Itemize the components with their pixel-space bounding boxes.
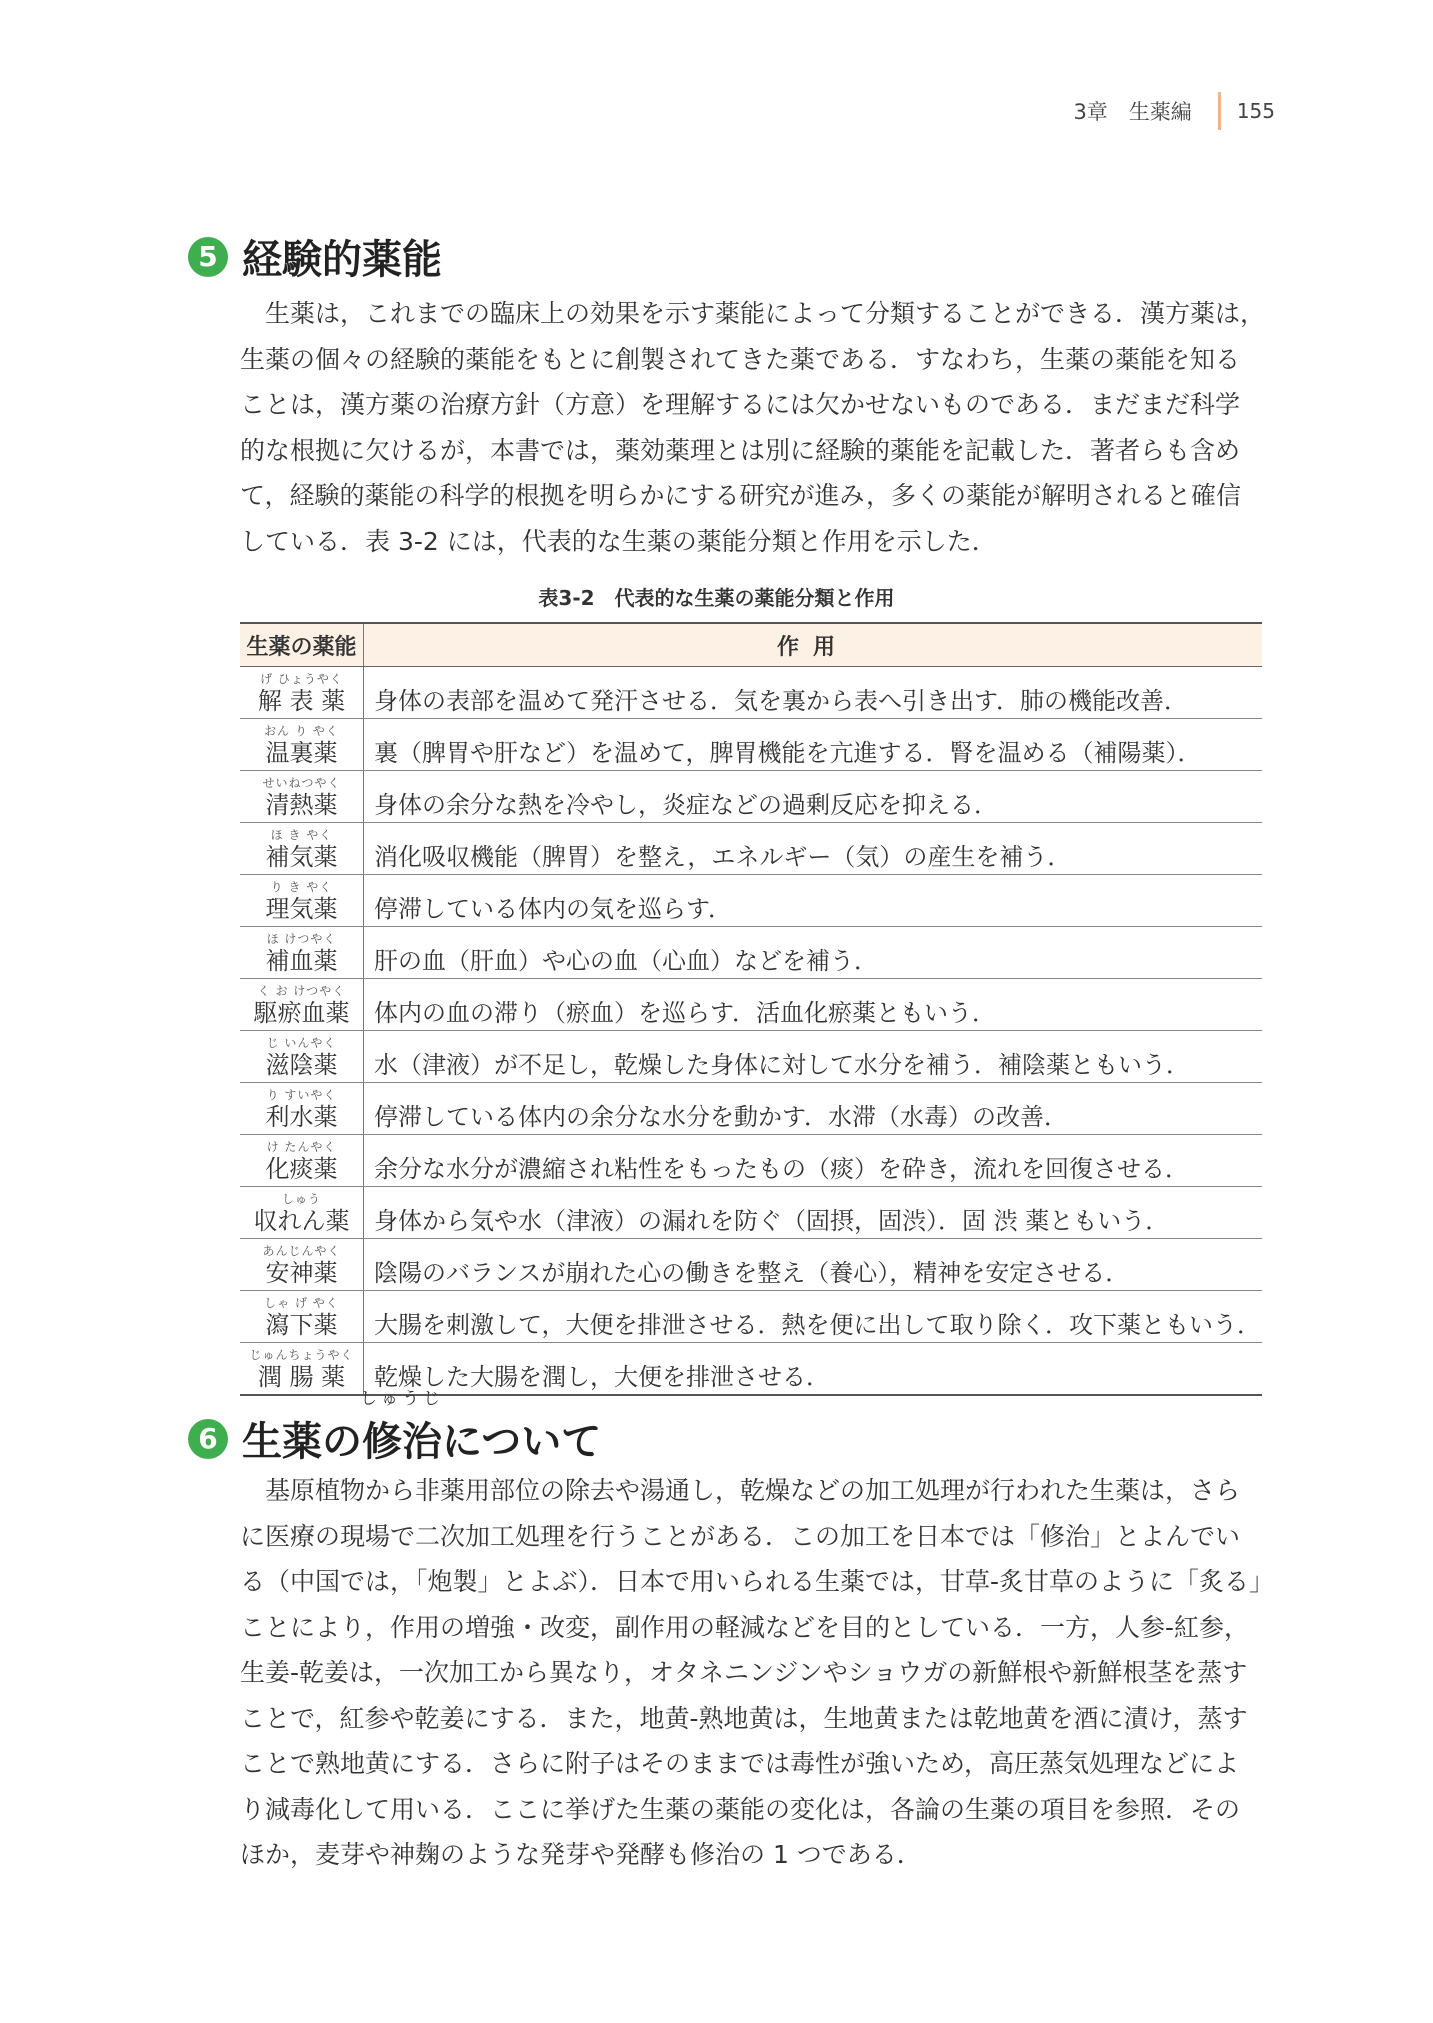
herb-class-reading: せいねつやく xyxy=(262,776,341,790)
herb-class-reading: おん り やく xyxy=(264,724,339,738)
herb-class-reading: け たんやく xyxy=(266,1140,337,1154)
herb-class-cell xyxy=(240,823,363,875)
section-5-heading xyxy=(188,228,442,285)
column-header-efficacy: 生薬の薬能 xyxy=(240,623,363,667)
table-row xyxy=(240,1291,1262,1343)
herb-class-name: 補気薬 xyxy=(265,843,338,871)
herb-class-cell xyxy=(240,1239,363,1291)
herb-class-cell xyxy=(240,1291,363,1343)
herb-class-cell xyxy=(240,1031,363,1083)
table-row xyxy=(240,667,1262,719)
paragraph-line: ことで，紅参や乾姜にする．また，地黄-熟地黄は，生地黄または乾地黄を酒に漬け，蒸す xyxy=(240,1703,1248,1733)
table-body xyxy=(240,667,1262,1396)
paragraph-line: 基原植物から非薬用部位の除去や湯通し，乾燥などの加工処理が行われた生薬は，さら xyxy=(265,1476,1241,1505)
herb-class-name: 瀉下薬 xyxy=(265,1311,338,1339)
herb-class-cell xyxy=(240,875,363,927)
herb-class-cell xyxy=(240,1187,363,1239)
paragraph-line: している．表 3-2 には，代表的な生薬の薬能分類と作用を示した． xyxy=(240,526,997,556)
herb-class-reading: ほ き やく xyxy=(270,828,333,842)
herb-action-cell: 乾燥した大腸を潤し，大便を排泄させる． xyxy=(363,1343,1262,1396)
column-header-action: 作用 xyxy=(363,623,1262,667)
table-row xyxy=(240,823,1262,875)
herb-class-reading: く お けつやく xyxy=(257,984,346,998)
paragraph-line: る（中国では，「炮製」とよぶ）．日本で用いられる生薬では，甘草-炙甘草のように「炙る」 xyxy=(240,1567,1275,1596)
paragraph-line: 生姜-乾姜は，一次加工から異なり，オタネニンジンやショウガの新鮮根や新鮮根茎を蒸す xyxy=(240,1658,1248,1687)
paragraph-line: り減毒化して用いる．ここに挙げた生薬の薬能の変化は，各論の生薬の項目を参照．その xyxy=(240,1794,1241,1824)
table-row xyxy=(240,719,1262,771)
herb-class-name: 収れん薬 xyxy=(253,1207,350,1235)
herb-action-cell: 身体の余分な熱を冷やし，炎症などの過剰反応を抑える． xyxy=(363,771,1262,823)
table-row xyxy=(240,1239,1262,1291)
herb-action-cell: 身体の表部を温めて発汗させる．気を裏から表へ引き出す．肺の機能改善． xyxy=(363,667,1262,719)
section-number-badge: 6 xyxy=(188,1419,228,1459)
herb-class-cell xyxy=(240,1083,363,1135)
table-row xyxy=(240,875,1262,927)
herb-class-name: 清熱薬 xyxy=(265,791,338,819)
table-header-row xyxy=(240,623,1262,667)
herb-class-reading: あんじんやく xyxy=(262,1244,341,1258)
section-6-heading xyxy=(188,1389,602,1467)
ruby-reading: しゅうじ xyxy=(360,1389,444,1409)
section-title-part: について xyxy=(442,1419,602,1465)
herb-class-name: 理気薬 xyxy=(265,895,338,923)
table-row xyxy=(240,1135,1262,1187)
herb-class-name: 補血薬 xyxy=(265,947,338,975)
herb-class-name: 安神薬 xyxy=(265,1259,338,1287)
herb-class-name: 温裏薬 xyxy=(265,739,338,767)
table-row xyxy=(240,927,1262,979)
herb-action-cell: 体内の血の滞り（瘀血）を巡らす．活血化瘀薬ともいう． xyxy=(363,979,1262,1031)
herb-class-name: 利水薬 xyxy=(265,1103,338,1131)
paragraph-line: に医療の現場で二次加工処理を行うことがある．この加工を日本では「修治」とよんでい xyxy=(240,1521,1241,1551)
table-row xyxy=(240,979,1262,1031)
paragraph-line: 生薬の個々の経験的薬能をもとに創製されてきた薬である．すなわち，生薬の薬能を知る xyxy=(240,344,1241,374)
running-head-divider xyxy=(1218,92,1221,130)
herb-class-cell xyxy=(240,667,363,719)
table-caption: 表3-2 代表的な生薬の薬能分類と作用 xyxy=(538,586,895,610)
page-number: 155 xyxy=(1236,99,1275,123)
herb-class-reading: ほ けつやく xyxy=(266,932,337,946)
paragraph-line: 生薬は，これまでの臨床上の効果を示す薬能によって分類することができる．漢方薬は， xyxy=(265,299,1266,328)
section-title-ruby xyxy=(360,1389,444,1467)
table-row xyxy=(240,1187,1262,1239)
section-6-paragraph xyxy=(240,1468,1275,1878)
herb-efficacy-table xyxy=(240,622,1262,1396)
herb-action-cell: 停滞している体内の気を巡らす． xyxy=(363,875,1262,927)
herb-class-reading: じゅんちょうやく xyxy=(249,1348,354,1362)
herb-class-cell xyxy=(240,927,363,979)
herb-class-name: 潤 腸 薬 xyxy=(257,1363,346,1391)
herb-action-cell: 裏（脾胃や肝など）を温めて，脾胃機能を亢進する．腎を温める（補陽薬）． xyxy=(363,719,1262,771)
herb-class-reading: しゃ げ やく xyxy=(264,1296,339,1310)
herb-class-cell xyxy=(240,1135,363,1187)
paragraph-line: て，経験的薬能の科学的根拠を明らかにする研究が進み，多くの薬能が解明されると確信 xyxy=(240,481,1242,510)
paragraph-line: ことで熟地黄にする．さらに附子はそのままでは毒性が強いため，高圧蒸気処理などによ xyxy=(240,1749,1240,1778)
herb-class-reading: り き やく xyxy=(270,880,333,894)
ruby-base: 修治 xyxy=(362,1419,442,1465)
herb-class-cell xyxy=(240,979,363,1031)
chapter-label: 3章 生薬編 xyxy=(1073,100,1192,124)
section-title-part: 生薬の xyxy=(242,1419,362,1465)
herb-action-cell: 大腸を刺激して，大便を排泄させる．熱を便に出して取り除く．攻下薬ともいう． xyxy=(363,1291,1262,1343)
paragraph-line: 的な根拠に欠けるが，本書では，薬効薬理とは別に経験的薬能を記載した．著者らも含め xyxy=(240,435,1241,465)
herb-action-cell: 水（津液）が不足し，乾燥した身体に対して水分を補う．補陰薬ともいう． xyxy=(363,1031,1262,1083)
herb-class-name: 解 表 薬 xyxy=(257,687,346,715)
herb-class-name: 駆瘀血薬 xyxy=(253,999,350,1027)
section-number-badge: 5 xyxy=(188,237,228,277)
herb-class-reading: しゅう xyxy=(281,1192,321,1206)
herb-class-reading: げ ひょうやく xyxy=(260,672,343,686)
herb-action-cell: 身体から気や水（津液）の漏れを防ぐ（固摂，固渋）．固 渋 薬ともいう． xyxy=(363,1187,1262,1239)
herb-class-reading: じ いんやく xyxy=(266,1036,337,1050)
herb-action-cell: 停滞している体内の余分な水分を動かす．水滞（水毒）の改善． xyxy=(363,1083,1262,1135)
running-head xyxy=(1073,92,1275,130)
herb-action-cell: 陰陽のバランスが崩れた心の働きを整え（養心），精神を安定させる． xyxy=(363,1239,1262,1291)
herb-action-cell: 肝の血（肝血）や心の血（心血）などを補う． xyxy=(363,927,1262,979)
paragraph-line: ことは，漢方薬の治療方針（方意）を理解するには欠かせないものである．まだまだ科学 xyxy=(240,390,1241,419)
section-title: 経験的薬能 xyxy=(242,237,442,283)
table-row xyxy=(240,1083,1262,1135)
herb-class-cell xyxy=(240,1343,363,1396)
section-5-paragraph xyxy=(240,291,1266,564)
herb-class-cell xyxy=(240,719,363,771)
herb-action-cell: 消化吸収機能（脾胃）を整え，エネルギー（気）の産生を補う． xyxy=(363,823,1262,875)
table-row xyxy=(240,771,1262,823)
herb-class-cell xyxy=(240,771,363,823)
paragraph-line: ことにより，作用の増強・改変，副作用の軽減などを目的としている．一方，人参-紅参， xyxy=(240,1612,1250,1642)
herb-action-cell: 余分な水分が濃縮され粘性をもったもの（痰）を砕き，流れを回復させる． xyxy=(363,1135,1262,1187)
herb-class-name: 滋陰薬 xyxy=(265,1051,338,1079)
paragraph-line: ほか，麦芽や神麹のような発芽や発酵も修治の 1 つである． xyxy=(240,1840,922,1869)
table-row xyxy=(240,1031,1262,1083)
herb-class-name: 化痰薬 xyxy=(265,1155,338,1183)
herb-class-reading: り すいやく xyxy=(266,1088,337,1102)
